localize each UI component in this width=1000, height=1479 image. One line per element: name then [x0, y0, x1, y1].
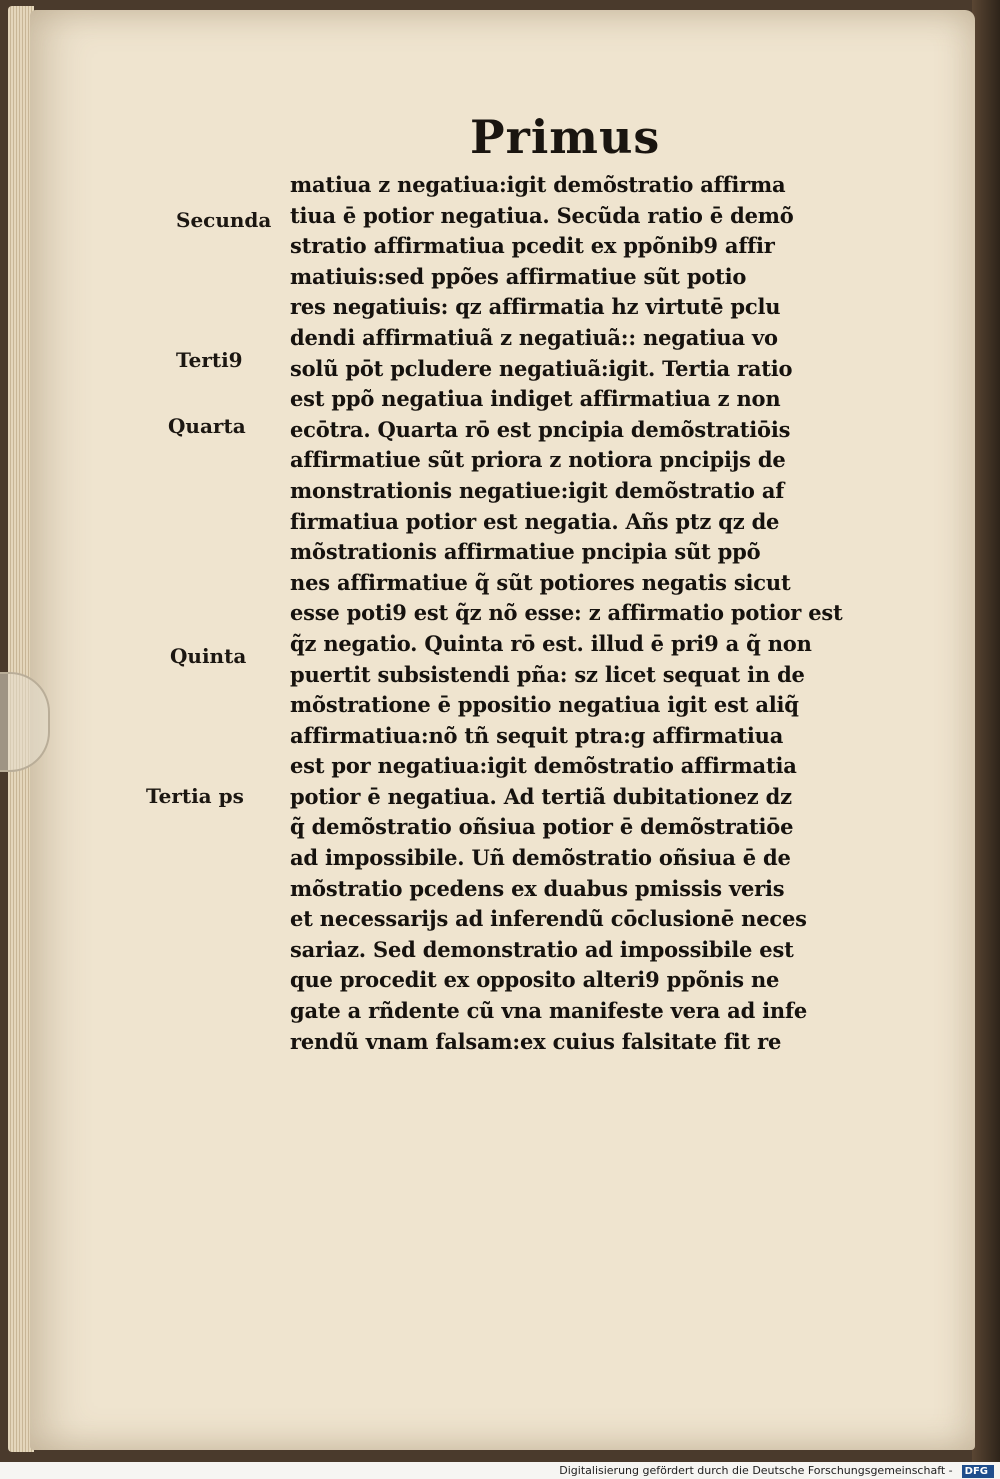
text-line: mõstratio pcedens ex duabus pmissis veris: [290, 875, 785, 901]
text-line: matiuis:sed ppões affirmatiue sũt potio: [290, 263, 747, 289]
footer-bar: [0, 1462, 1000, 1479]
dfg-logo: DFG: [962, 1465, 994, 1478]
margin-note-tertius: Terti9: [176, 348, 243, 372]
text-line: affirmatiua:nõ tñ sequit ptra:g affirmatiua: [290, 722, 784, 748]
text-line: est ppõ negatiua indiget affirmatiua z non: [290, 386, 781, 412]
text-line: esse poti9 est q̃z nõ esse: z affirmatio potior est: [290, 600, 843, 626]
text-line: puertit subsistendi pña: sz licet sequat in de: [290, 661, 805, 687]
text-line: res negatiuis: qz affirmatia hz virtutē pclu: [290, 294, 781, 320]
text-line: mõstrationis affirmatiue pncipia sũt ppõ: [290, 539, 761, 565]
running-head: Primus: [470, 110, 661, 164]
text-line: nes affirmatiue q̃ sũt potiores negatis sicut: [290, 569, 791, 595]
text-line: sariaz. Sed demonstratio ad impossibile est: [290, 936, 794, 962]
text-line: mõstratione ē ppositio negatiua igit est aliq̃: [290, 692, 799, 718]
text-line: potior ē negatiua. Ad tertiã dubitationez dz: [290, 783, 792, 809]
text-line: rendũ vnam falsam:ex cuius falsitate fit re: [290, 1028, 782, 1054]
text-line: firmatiua potior est negatia. Añs ptz qz de: [290, 508, 780, 534]
margin-note-quarta: Quarta: [168, 414, 246, 438]
text-line: que procedit ex opposito alteri9 ppõnis ne: [290, 967, 780, 993]
text-line: ecōtra. Quarta rō est pncipia demõstratiōis: [290, 416, 791, 442]
text-line: dendi affirmatiuã z negatiuã:: negatiua vo: [290, 324, 778, 350]
text-line: monstrationis negatiue:igit demõstratio af: [290, 477, 785, 503]
footer-credit: [559, 1464, 1000, 1477]
text-line: gate a rñdente cũ vna manifeste vera ad infe: [290, 998, 807, 1024]
text-line: affirmatiue sũt priora z notiora pncipijs de: [290, 447, 786, 473]
text-line: est por negatiua:igit demõstratio affirmatia: [290, 753, 797, 779]
text-line: solũ pōt pcludere negatiuã:igit. Tertia ratio: [290, 355, 793, 381]
margin-note-quinta: Quinta: [170, 644, 247, 668]
text-line: q̃ demõstratio oñsiua potior ē demõstratiōe: [290, 814, 794, 840]
main-text-block: [290, 170, 870, 1057]
text-line: tiua ē potior negatiua. Secũda ratio ē demõ: [290, 202, 794, 228]
margin-note-secunda: Secunda: [176, 208, 272, 232]
footer-credit-text: Digitalisierung gefördert durch die Deutsche Forschungsgemeinschaft -: [559, 1464, 953, 1477]
book-cover-edge: [972, 0, 1000, 1462]
text-line: et necessarijs ad inferendũ cōclusionē neces: [290, 906, 807, 932]
text-line: matiua z negatiua:igit demõstratio affirma: [290, 172, 786, 197]
text-line: q̃z negatio. Quinta rō est. illud ē pri9 a q̃ non: [290, 630, 812, 656]
margin-note-tertia-ps: Tertia ps: [146, 784, 244, 808]
text-line: stratio affirmatiua pcedit ex ppõnib9 affir: [290, 233, 775, 259]
text-line: ad impossibile. Uñ demõstratio oñsiua ē de: [290, 845, 791, 871]
